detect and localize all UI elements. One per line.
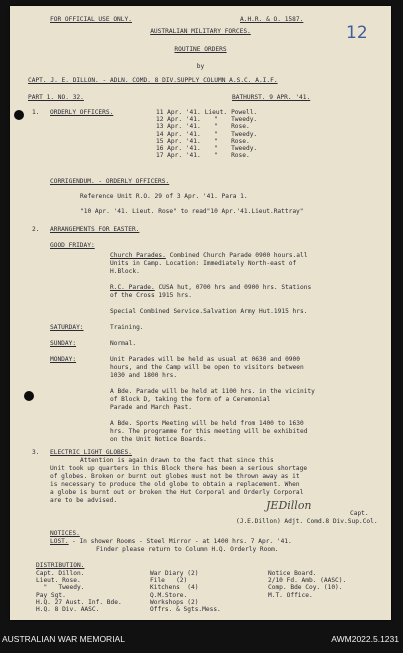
officer-name: Tweedy.: [231, 145, 258, 153]
section-title: ELECTRIC LIGHT GLOBES.: [50, 449, 132, 456]
bde-parade-line: of Block D, taking the form of a Ceremonial: [110, 396, 271, 403]
distribution-column-3: [268, 570, 346, 599]
bde-parade-line: Parade and March Past.: [110, 404, 192, 411]
place-and-date: BATHURST. 9 APR. '41.: [232, 94, 311, 101]
officer-date: 16 Apr. '41.: [156, 145, 201, 153]
archive-item-id: AWM2022.5.1231: [331, 634, 399, 644]
section-number: 3.: [32, 449, 40, 456]
issuing-officer: CAPT. J. E. DILLON. - ADLN. COMD. 8 DIV.SUPPLY COLUMN A.S.C. A.I.F.: [28, 77, 278, 84]
sports-meeting-line: on the Unit Notice Boards.: [110, 436, 207, 443]
officer-name: Powell.: [231, 109, 258, 116]
sports-meeting-line: A Bde. Sports Meeting will be held from 1400 to 1630: [110, 420, 304, 427]
document-page: [10, 6, 391, 620]
sunday-text: Normal.: [110, 340, 137, 347]
monday-line: hours, and the Camp will be open to visitors between: [110, 364, 304, 371]
saturday-label: SATURDAY:: [50, 324, 84, 331]
sports-meeting-line: hrs. The programme for this meeting will be exhibited: [110, 428, 308, 435]
lost-notice-line: Finder please return to Column H.Q. Orderly Room.: [96, 546, 279, 553]
distribution-entry: File (2): [150, 577, 188, 585]
monday-line: Unit Parades will be held as usual at 0630 and 0900: [110, 356, 300, 363]
distribution-entry: M.T. Office.: [268, 591, 313, 599]
monday-label: MONDAY:: [50, 356, 77, 363]
officer-rank: ": [214, 137, 218, 145]
globes-paragraph-line: are to be advised.: [50, 497, 118, 504]
officer-row: [156, 123, 261, 130]
church-parade-line: Units in Camp. Location: Immediately North-east of: [110, 260, 297, 267]
handwritten-signature: JEDillon: [266, 499, 312, 512]
distribution-entry: 2/10 Fd. Amb. (AASC).: [268, 577, 347, 585]
officer-rank: Lieut.: [204, 109, 228, 116]
section-title: ARRANGEMENTS FOR EASTER.: [50, 226, 140, 233]
corrigendum-text: "10 Apr. '41. Lieut. Rose" to read"10 Apr.'41.Lieut.Rattray": [80, 208, 304, 215]
classification-label: FOR OFFICIAL USE ONLY.: [50, 16, 132, 23]
globes-paragraph-line: of globes. Broken or burnt out globes must not be thrown away as it: [50, 473, 300, 480]
section-number: 2.: [32, 226, 40, 233]
good-friday-label: GOOD FRIDAY:: [50, 242, 95, 249]
archive-name: AUSTRALIAN WAR MEMORIAL: [2, 634, 125, 644]
distribution-entry: " Tweedy.: [36, 584, 85, 592]
distribution-entry: Capt. Dillon.: [36, 570, 85, 577]
officer-row: [156, 145, 261, 152]
distribution-entry: Comp. Bde Coy. (10).: [268, 584, 343, 592]
rc-parade-line: R.C. Parade. CUSA hut, 0700 hrs and 0900 hrs. Stations: [110, 284, 312, 291]
officer-rank: ": [214, 145, 218, 153]
rc-parade-line: of the Cross 1915 hrs.: [110, 292, 192, 299]
orders-title: ROUTINE ORDERS: [174, 46, 227, 53]
globes-paragraph-line: Unit took up quarters in this Block there has been a serious shortage: [50, 465, 308, 472]
officer-rank: ": [214, 123, 218, 131]
handwritten-page-number: 12: [346, 23, 368, 43]
globes-paragraph-line: Attention is again drawn to the fact that since this: [80, 457, 274, 464]
officer-date: 14 Apr. '41.: [156, 130, 201, 138]
officer-name: Tweedy.: [231, 116, 258, 124]
sunday-label: SUNDAY:: [50, 340, 77, 347]
distribution-entry: Offrs. & Sgts.Mess.: [150, 606, 221, 614]
distribution-entry: War Diary (2): [150, 570, 199, 577]
officer-name: Tweedy.: [231, 130, 258, 138]
officer-date: 17 Apr. '41.: [156, 152, 201, 160]
notices-title: NOTICES.: [50, 530, 80, 537]
signature-block: (J.E.Dillon) Adjt. Comd.8 Div.Sup.Col.: [236, 518, 378, 525]
officer-date: 11 Apr. '41.: [156, 109, 201, 116]
officer-rank: ": [214, 152, 218, 160]
officer-row: [156, 138, 261, 145]
distribution-entry: Pay Sgt.: [36, 591, 66, 599]
by-line: by: [196, 63, 205, 70]
document-reference: A.H.R. & O. 1587.: [240, 16, 304, 23]
distribution-column-1: [36, 570, 122, 613]
force-heading: AUSTRALIAN MILITARY FORCES.: [150, 28, 251, 35]
lost-notice-line: - In shower Rooms - Steel Mirror - at 1400 hrs. 7 Apr. '41.: [72, 538, 292, 545]
punch-hole: [24, 391, 34, 401]
distribution-entry: Q.M.Store.: [150, 591, 188, 599]
officer-name: Rose.: [231, 137, 250, 145]
distribution-title: DISTRIBUTION.: [36, 562, 85, 569]
officer-row: [156, 116, 261, 123]
special-service-line: Special Combined Service.Salvation Army Hut.1915 hrs.: [110, 308, 308, 315]
officer-date: 15 Apr. '41.: [156, 137, 201, 145]
part-number: PART 1. NO. 32.: [28, 94, 84, 101]
bde-parade-line: A Bde. Parade will be held at 1100 hrs. in the vicinity: [110, 388, 315, 395]
officer-row: [156, 131, 261, 138]
officer-rank: ": [214, 116, 218, 124]
officer-name: Rose.: [231, 152, 250, 160]
orderly-officers-table: [156, 109, 261, 159]
distribution-entry: Notice Board.: [268, 570, 317, 577]
distribution-entry: Workshops (2): [150, 598, 199, 606]
officer-name: Rose.: [231, 123, 250, 131]
officer-rank: ": [214, 130, 218, 138]
officer-row: [156, 109, 261, 116]
globes-paragraph-line: a globe is burnt out or broken the Hut Corporal and Orderly Corporal: [50, 489, 304, 496]
distribution-column-2: [150, 570, 221, 613]
saturday-text: Training.: [110, 324, 144, 331]
section-number: 1.: [32, 109, 40, 116]
officer-date: 12 Apr. '41.: [156, 116, 201, 124]
globes-paragraph-line: is necessary to produce the old globe to obtain a replacement. When: [50, 481, 300, 488]
section-title: ORDERLY OFFICERS.: [50, 109, 114, 116]
distribution-entry: H.Q. 8 Div. AASC.: [36, 606, 100, 614]
church-parade-line: H.Block.: [110, 268, 140, 275]
punch-hole: [14, 110, 24, 120]
distribution-entry: Kitchens (4): [150, 584, 199, 592]
distribution-entry: H.Q. 27 Aust. Inf. Bde.: [36, 598, 122, 606]
church-parade-line: Church Parades. Combined Church Parade 0900 hours.all: [110, 252, 308, 259]
signature-rank: Capt.: [350, 510, 369, 517]
distribution-entry: Lieut. Rose.: [36, 577, 81, 585]
officer-date: 13 Apr. '41.: [156, 123, 201, 131]
corrigendum-reference: Reference Unit R.O. 29 of 3 Apr. '41. Para 1.: [80, 193, 248, 200]
corrigendum-title: CORRIGENDUM. - ORDERLY OFFICERS.: [50, 178, 170, 185]
lost-label: LOST.: [50, 538, 69, 545]
archive-footer: [0, 622, 403, 653]
officer-row: [156, 152, 261, 159]
monday-line: 1030 and 1800 hrs.: [110, 372, 178, 379]
